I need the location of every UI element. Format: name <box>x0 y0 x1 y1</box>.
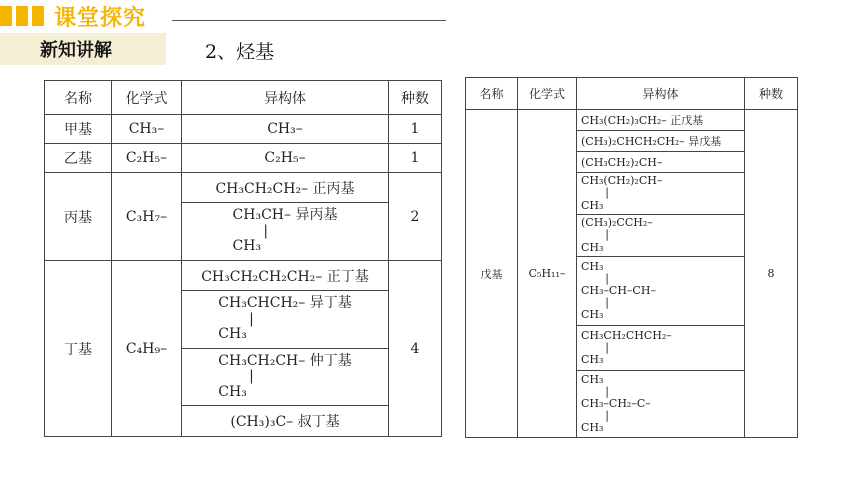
table-row <box>45 115 442 144</box>
cell-name: 丁基 <box>45 261 112 437</box>
table-row <box>45 173 442 203</box>
cell-count: 2 <box>389 173 442 261</box>
structural-formula: CH₃CH₂CH– 仲丁基 | CH₃ <box>218 352 352 400</box>
section-badge <box>0 33 166 65</box>
cell-isomer: CH₃(CH₂)₃CH₂– 正戊基 <box>577 110 745 131</box>
col-header-formula: 化学式 <box>112 81 182 115</box>
table-header-row <box>45 81 442 115</box>
cell-isomer: C₂H₅– <box>182 144 389 173</box>
page-header-title: 课堂探究 <box>54 5 147 31</box>
cell-name: 甲基 <box>45 115 112 144</box>
slide-subtitle: 2、烃基 <box>205 41 275 63</box>
cell-isomer <box>182 203 389 261</box>
col-header-name: 名称 <box>45 81 112 115</box>
col-header-formula: 化学式 <box>518 78 577 110</box>
cell-isomer: CH₃CH₂CH₂– 正丙基 <box>182 173 389 203</box>
cell-isomer <box>182 349 389 406</box>
structural-formula: CH₃CHCH₂– 异丁基 | CH₃ <box>218 295 352 343</box>
cell-isomer <box>577 371 745 438</box>
alkyl-group-table <box>44 80 442 437</box>
cell-isomer: CH₃CH₂CH₂CH₂– 正丁基 <box>182 261 389 291</box>
cell-isomer: CH₃– <box>182 115 389 144</box>
pentyl-group-table <box>465 77 798 438</box>
cell-isomer: (CH₃CH₂)₂CH– <box>577 152 745 173</box>
table-row <box>45 144 442 173</box>
col-header-isomers: 异构体 <box>182 81 389 115</box>
cell-isomer: (CH₃)₃C– 叔丁基 <box>182 406 389 437</box>
cell-isomer <box>577 257 745 326</box>
structural-formula: CH₃(CH₂)₂CH– | CH₃ <box>581 174 663 212</box>
cell-isomer <box>577 215 745 257</box>
cell-count: 4 <box>389 261 442 437</box>
cell-formula: C₄H₉– <box>112 261 182 437</box>
cell-name: 戊基 <box>466 110 518 438</box>
table-header-row <box>466 78 798 110</box>
table-row <box>45 261 442 291</box>
cell-formula: C₃H₇– <box>112 173 182 261</box>
cell-isomer <box>182 291 389 349</box>
table-row <box>466 110 798 131</box>
header-rule <box>172 20 446 21</box>
cell-count: 8 <box>745 110 798 438</box>
cell-isomer: (CH₃)₂CHCH₂CH₂– 异戊基 <box>577 131 745 152</box>
cell-isomer <box>577 326 745 371</box>
cell-name: 丙基 <box>45 173 112 261</box>
col-header-count: 种数 <box>389 81 442 115</box>
structural-formula: CH₃CH– 异丙基 | CH₃ <box>232 207 338 255</box>
structural-formula: CH₃CH₂CHCH₂– | CH₃ <box>581 328 672 367</box>
section-label: 新知讲解 <box>40 40 112 61</box>
cell-count: 1 <box>389 144 442 173</box>
col-header-count: 种数 <box>745 78 798 110</box>
cell-formula: C₂H₅– <box>112 144 182 173</box>
cell-formula: C₅H₁₁– <box>518 110 577 438</box>
structural-formula: CH₃ | CH₃–CH₂–C– | CH₃ <box>581 372 651 435</box>
structural-formula: (CH₃)₂CCH₂– | CH₃ <box>581 216 653 254</box>
structural-formula: CH₃ | CH₃–CH–CH– | CH₃ <box>581 259 656 322</box>
col-header-isomers: 异构体 <box>577 78 745 110</box>
cell-count: 1 <box>389 115 442 144</box>
col-header-name: 名称 <box>466 78 518 110</box>
cell-formula: CH₃– <box>112 115 182 144</box>
cell-name: 乙基 <box>45 144 112 173</box>
cell-isomer <box>577 173 745 215</box>
